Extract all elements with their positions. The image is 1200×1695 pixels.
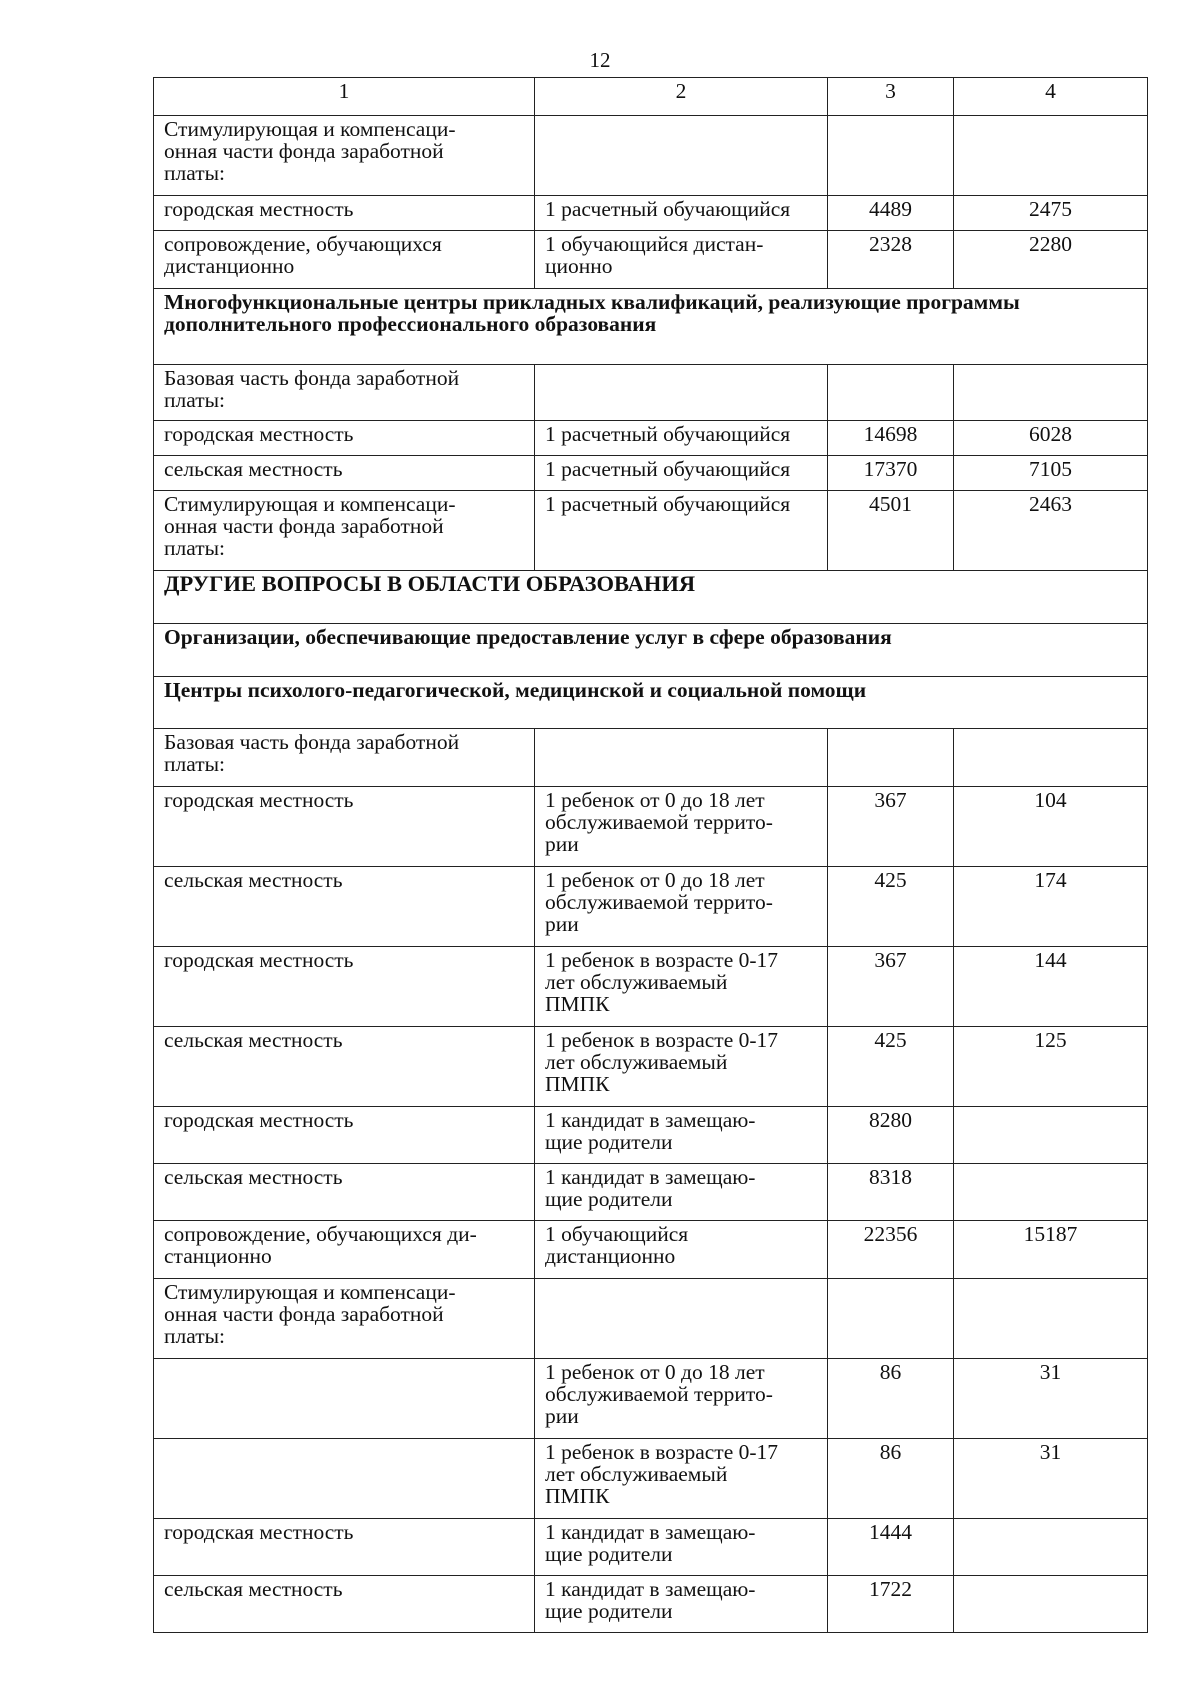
- section-heading-row: [154, 571, 1148, 624]
- unit-cell: 1 расчетный обучающийся: [535, 196, 828, 231]
- value-col4-cell: [954, 116, 1148, 196]
- table-row: [154, 1107, 1148, 1164]
- table-row: [154, 729, 1148, 787]
- value-col4-cell: [954, 1107, 1148, 1164]
- value-col4-cell: 104: [954, 787, 1148, 867]
- value-col4-cell: 2475: [954, 196, 1148, 231]
- value-col4-cell: 125: [954, 1027, 1148, 1107]
- value-col4-cell: 15187: [954, 1221, 1148, 1279]
- table-row: [154, 456, 1148, 491]
- value-col3-cell: 1444: [828, 1519, 954, 1576]
- unit-cell: [535, 1279, 828, 1359]
- value-col3-cell: 4501: [828, 491, 954, 571]
- indicator-cell: городская местность: [154, 947, 535, 1027]
- header-cell-2: 2: [535, 78, 828, 116]
- value-col4-cell: 174: [954, 867, 1148, 947]
- indicator-cell: [154, 1359, 535, 1439]
- value-col3-cell: 22356: [828, 1221, 954, 1279]
- indicator-cell: сопровождение, обучающихся ди- станционно: [154, 1221, 535, 1279]
- table-row: [154, 1164, 1148, 1221]
- table-row: [154, 196, 1148, 231]
- section-heading: Многофункциональные центры прикладных квалификаций, реализующие программы дополнительного профессионального образования: [154, 289, 1148, 365]
- indicator-cell: сельская местность: [154, 1164, 535, 1221]
- unit-cell: 1 расчетный обучающийся: [535, 491, 828, 571]
- table-row: [154, 1027, 1148, 1107]
- table-body: [154, 78, 1148, 1633]
- indicator-cell: городская местность: [154, 196, 535, 231]
- value-col3-cell: [828, 365, 954, 421]
- value-col4-cell: 31: [954, 1439, 1148, 1519]
- unit-cell: [535, 729, 828, 787]
- indicator-cell: сельская местность: [154, 867, 535, 947]
- value-col4-cell: [954, 1164, 1148, 1221]
- value-col3-cell: 8280: [828, 1107, 954, 1164]
- value-col4-cell: [954, 365, 1148, 421]
- section-heading: Центры психолого-педагогической, медицинской и социальной помощи: [154, 677, 1148, 729]
- value-col3-cell: 4489: [828, 196, 954, 231]
- value-col4-cell: [954, 1279, 1148, 1359]
- indicator-cell: сельская местность: [154, 1576, 535, 1633]
- value-col3-cell: 86: [828, 1439, 954, 1519]
- section-heading: ДРУГИЕ ВОПРОСЫ В ОБЛАСТИ ОБРАЗОВАНИЯ: [154, 571, 1148, 624]
- table-row: [154, 1576, 1148, 1633]
- value-col3-cell: 425: [828, 1027, 954, 1107]
- value-col3-cell: [828, 729, 954, 787]
- indicator-cell: Стимулирующая и компенсаци- онная части фонда заработной платы:: [154, 491, 535, 571]
- table-row: [154, 867, 1148, 947]
- unit-cell: 1 ребенок от 0 до 18 лет обслуживаемой террито- рии: [535, 787, 828, 867]
- indicator-cell: городская местность: [154, 787, 535, 867]
- unit-cell: [535, 365, 828, 421]
- unit-cell: 1 расчетный обучающийся: [535, 456, 828, 491]
- indicator-cell: Базовая часть фонда заработной платы:: [154, 729, 535, 787]
- section-heading-row: [154, 677, 1148, 729]
- indicator-cell: городская местность: [154, 1519, 535, 1576]
- header-cell-3: 3: [828, 78, 954, 116]
- value-col3-cell: 367: [828, 947, 954, 1027]
- value-col4-cell: 144: [954, 947, 1148, 1027]
- indicator-cell: сельская местность: [154, 456, 535, 491]
- value-col4-cell: 6028: [954, 421, 1148, 456]
- table-row: [154, 421, 1148, 456]
- unit-cell: 1 обучающийся дистанционно: [535, 1221, 828, 1279]
- indicator-cell: [154, 1439, 535, 1519]
- indicator-cell: Стимулирующая и компенсаци- онная части фонда заработной платы:: [154, 1279, 535, 1359]
- value-col3-cell: 425: [828, 867, 954, 947]
- value-col3-cell: [828, 1279, 954, 1359]
- tariff-table: [153, 77, 1148, 1633]
- unit-cell: 1 ребенок в возрасте 0-17 лет обслуживаемый ПМПК: [535, 947, 828, 1027]
- value-col3-cell: 1722: [828, 1576, 954, 1633]
- unit-cell: 1 кандидат в замещаю- щие родители: [535, 1519, 828, 1576]
- indicator-cell: городская местность: [154, 1107, 535, 1164]
- section-heading-row: [154, 624, 1148, 677]
- value-col3-cell: 17370: [828, 456, 954, 491]
- value-col3-cell: 86: [828, 1359, 954, 1439]
- value-col3-cell: 14698: [828, 421, 954, 456]
- unit-cell: 1 ребенок в возрасте 0-17 лет обслуживаемый ПМПК: [535, 1439, 828, 1519]
- value-col4-cell: 2463: [954, 491, 1148, 571]
- unit-cell: 1 расчетный обучающийся: [535, 421, 828, 456]
- indicator-cell: сельская местность: [154, 1027, 535, 1107]
- value-col3-cell: 8318: [828, 1164, 954, 1221]
- unit-cell: 1 ребенок от 0 до 18 лет обслуживаемой террито- рии: [535, 867, 828, 947]
- value-col4-cell: 7105: [954, 456, 1148, 491]
- table-row: [154, 1519, 1148, 1576]
- table-row: [154, 1279, 1148, 1359]
- section-heading: Организации, обеспечивающие предоставление услуг в сфере образования: [154, 624, 1148, 677]
- table-row: [154, 365, 1148, 421]
- section-heading-row: [154, 289, 1148, 365]
- unit-cell: 1 кандидат в замещаю- щие родители: [535, 1164, 828, 1221]
- value-col4-cell: 31: [954, 1359, 1148, 1439]
- indicator-cell: городская местность: [154, 421, 535, 456]
- unit-cell: [535, 116, 828, 196]
- unit-cell: 1 ребенок от 0 до 18 лет обслуживаемой террито- рии: [535, 1359, 828, 1439]
- table-header-row: [154, 78, 1148, 116]
- page-number: 12: [589, 48, 611, 72]
- header-cell-1: 1: [154, 78, 535, 116]
- unit-cell: 1 обучающийся дистан- ционно: [535, 231, 828, 289]
- header-cell-4: 4: [954, 78, 1148, 116]
- value-col4-cell: 2280: [954, 231, 1148, 289]
- indicator-cell: Базовая часть фонда заработной платы:: [154, 365, 535, 421]
- table-row: [154, 787, 1148, 867]
- value-col3-cell: [828, 116, 954, 196]
- unit-cell: 1 кандидат в замещаю- щие родители: [535, 1576, 828, 1633]
- table-row: [154, 231, 1148, 289]
- table-row: [154, 1359, 1148, 1439]
- table-row: [154, 1439, 1148, 1519]
- value-col3-cell: 367: [828, 787, 954, 867]
- indicator-cell: Стимулирующая и компенсаци- онная части фонда заработной платы:: [154, 116, 535, 196]
- value-col4-cell: [954, 1576, 1148, 1633]
- unit-cell: 1 ребенок в возрасте 0-17 лет обслуживаемый ПМПК: [535, 1027, 828, 1107]
- value-col3-cell: 2328: [828, 231, 954, 289]
- value-col4-cell: [954, 729, 1148, 787]
- table-row: [154, 1221, 1148, 1279]
- table-row: [154, 491, 1148, 571]
- indicator-cell: сопровождение, обучающихся дистанционно: [154, 231, 535, 289]
- table-row: [154, 947, 1148, 1027]
- value-col4-cell: [954, 1519, 1148, 1576]
- unit-cell: 1 кандидат в замещаю- щие родители: [535, 1107, 828, 1164]
- table-row: [154, 116, 1148, 196]
